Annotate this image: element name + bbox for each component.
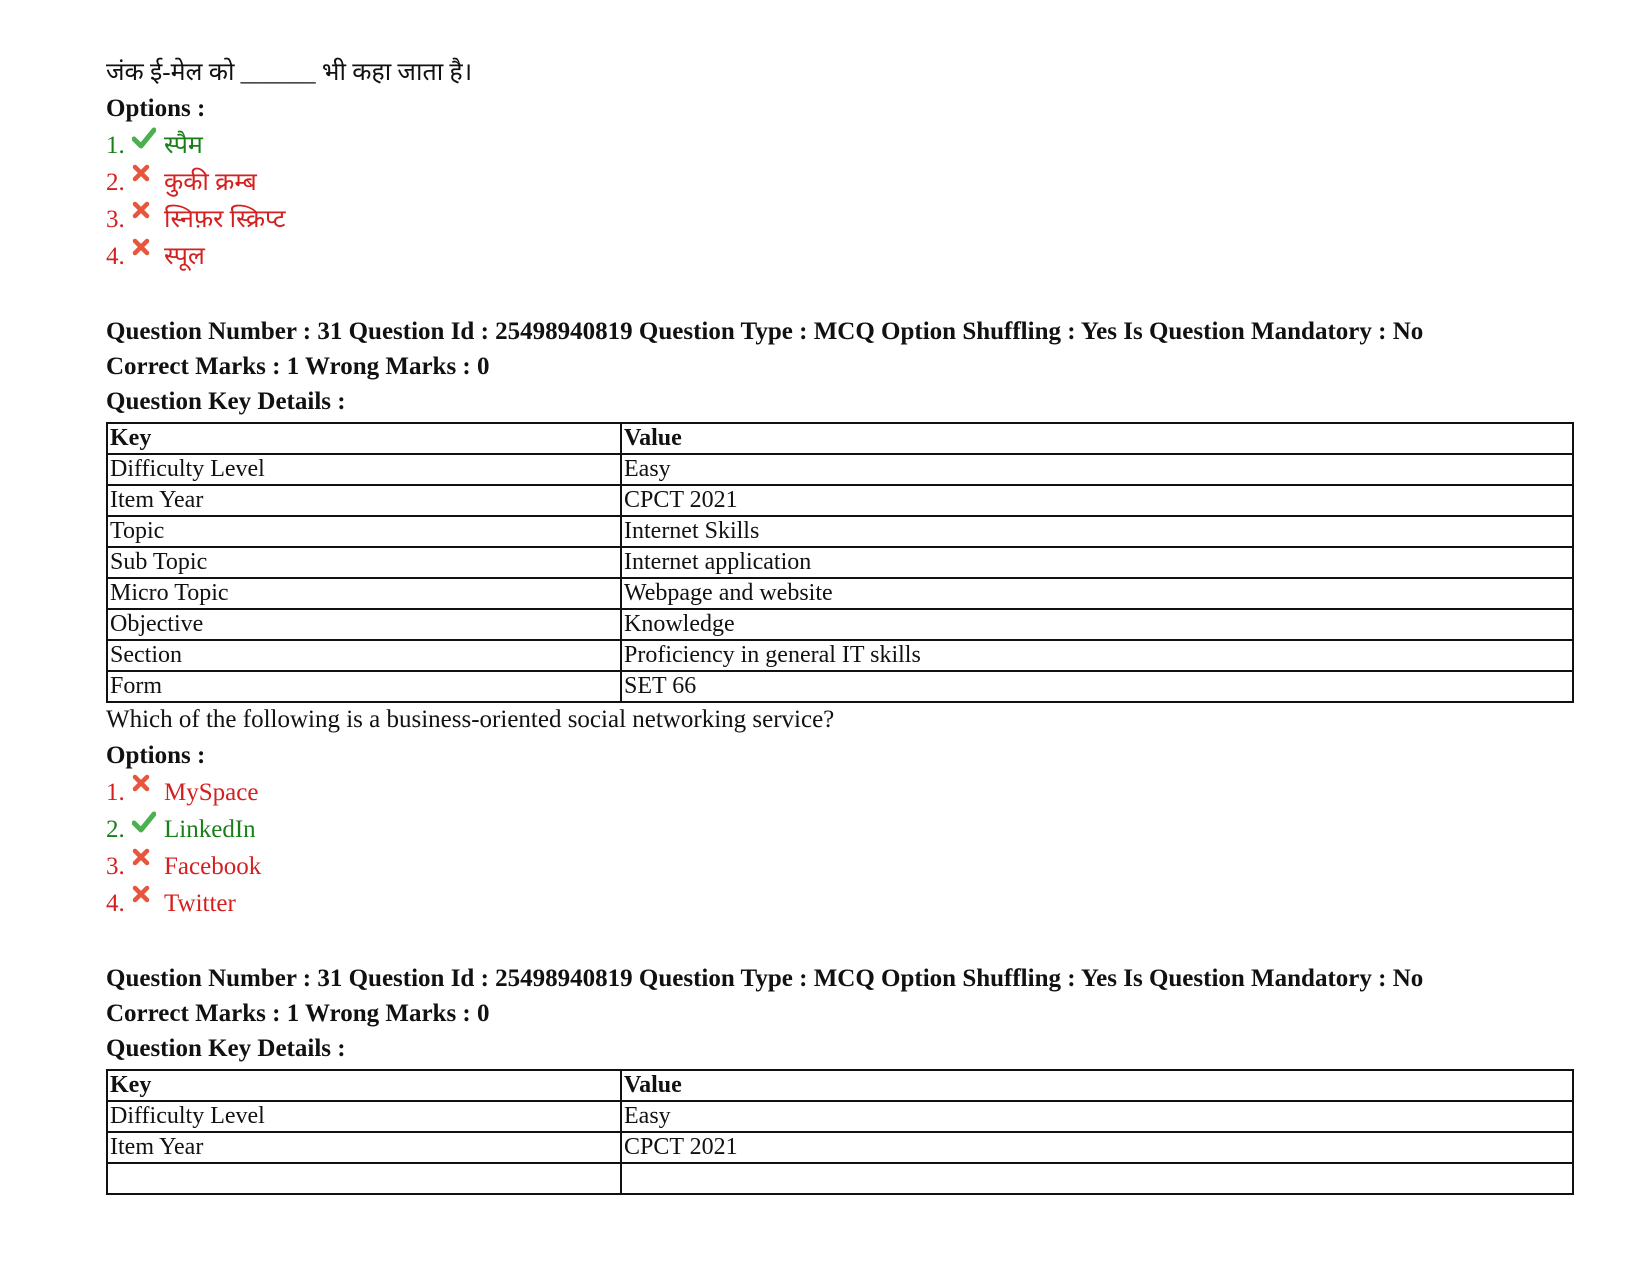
option-item [106, 774, 1576, 811]
table-cell-value: CPCT 2021 [621, 1132, 1573, 1163]
table-row [107, 454, 1573, 485]
table-cell-value: Knowledge [621, 609, 1573, 640]
table-cell-value: Proficiency in general IT skills [621, 640, 1573, 671]
table-cell-key: Micro Topic [107, 578, 621, 609]
options-label: Options : [106, 742, 206, 769]
table-cell-key [107, 1163, 621, 1194]
table-cell-key: Difficulty Level [107, 1101, 621, 1132]
option-item [106, 201, 1576, 238]
option-item [106, 164, 1576, 201]
option-item [106, 127, 1576, 164]
table-cell-value: Internet application [621, 547, 1573, 578]
table-cell-key: Objective [107, 609, 621, 640]
cross-icon [132, 774, 164, 804]
table-header-row [107, 1070, 1573, 1101]
option-number: 2. [106, 815, 125, 843]
option-item [106, 848, 1576, 885]
table-row [107, 671, 1573, 702]
table-row [107, 1101, 1573, 1132]
table-cell-key: Item Year [107, 485, 621, 516]
option-number: 2. [106, 168, 125, 196]
table-cell-value: CPCT 2021 [621, 485, 1573, 516]
option-number: 3. [106, 852, 125, 880]
cross-icon [132, 238, 164, 268]
option-text: स्पैम [164, 131, 203, 159]
marks-line: Correct Marks : 1 Wrong Marks : 0 [106, 1000, 490, 1027]
options-label: Options : [106, 95, 206, 122]
option-item [106, 238, 1576, 275]
table-cell-value [621, 1163, 1573, 1194]
option-text: Facebook [164, 852, 262, 880]
question-text: जंक ई-मेल को ______ भी कहा जाता है। [106, 59, 473, 86]
table-header-key: Key [107, 1070, 621, 1101]
option-item [106, 811, 1576, 848]
table-row [107, 516, 1573, 547]
option-number: 1. [106, 778, 125, 806]
table-row [107, 1163, 1573, 1194]
key-details-table [106, 1069, 1574, 1195]
option-text: MySpace [164, 778, 259, 806]
page-content [106, 56, 1576, 1195]
section-spacer [106, 922, 1576, 962]
table-cell-key: Sub Topic [107, 547, 621, 578]
table-cell-key: Section [107, 640, 621, 671]
option-number: 1. [106, 131, 125, 159]
table-cell-value: Internet Skills [621, 516, 1573, 547]
option-number: 3. [106, 205, 125, 233]
cross-icon [132, 885, 164, 915]
option-text: Twitter [164, 889, 236, 917]
table-row [107, 547, 1573, 578]
question-text: Which of the following is a business-oriented social networking service? [106, 706, 835, 733]
option-number: 4. [106, 889, 125, 917]
table-header-value: Value [621, 423, 1573, 454]
table-cell-value: Easy [621, 454, 1573, 485]
option-item [106, 885, 1576, 922]
table-cell-key: Form [107, 671, 621, 702]
question-meta-line: Question Number : 31 Question Id : 25498940819 Question Type : MCQ Option Shuffling : Yes Is Question Mandatory : No [106, 965, 1424, 992]
section-spacer [106, 275, 1576, 315]
check-icon [132, 127, 164, 157]
key-details-label: Question Key Details : [106, 388, 346, 415]
options-list [106, 127, 1576, 275]
table-row [107, 640, 1573, 671]
check-icon [132, 811, 164, 841]
table-cell-key: Topic [107, 516, 621, 547]
option-text: स्पूल [164, 242, 205, 270]
cross-icon [132, 201, 164, 231]
table-cell-key: Difficulty Level [107, 454, 621, 485]
table-row [107, 1132, 1573, 1163]
cross-icon [132, 164, 164, 194]
table-row [107, 609, 1573, 640]
table-cell-key: Item Year [107, 1132, 621, 1163]
option-text: कुकी क्रम्ब [164, 168, 257, 196]
table-row [107, 578, 1573, 609]
table-cell-value: Webpage and website [621, 578, 1573, 609]
table-cell-value: SET 66 [621, 671, 1573, 702]
marks-line: Correct Marks : 1 Wrong Marks : 0 [106, 353, 490, 380]
table-header-key: Key [107, 423, 621, 454]
option-number: 4. [106, 242, 125, 270]
options-list [106, 774, 1576, 922]
table-header-row [107, 423, 1573, 454]
table-header-value: Value [621, 1070, 1573, 1101]
table-row [107, 485, 1573, 516]
cross-icon [132, 848, 164, 878]
question-meta-line: Question Number : 31 Question Id : 25498940819 Question Type : MCQ Option Shuffling : Yes Is Question Mandatory : No [106, 318, 1424, 345]
option-text: LinkedIn [164, 815, 256, 843]
key-details-table [106, 422, 1574, 703]
table-cell-value: Easy [621, 1101, 1573, 1132]
key-details-label: Question Key Details : [106, 1035, 346, 1062]
option-text: स्निफ़र स्क्रिप्ट [164, 205, 286, 233]
